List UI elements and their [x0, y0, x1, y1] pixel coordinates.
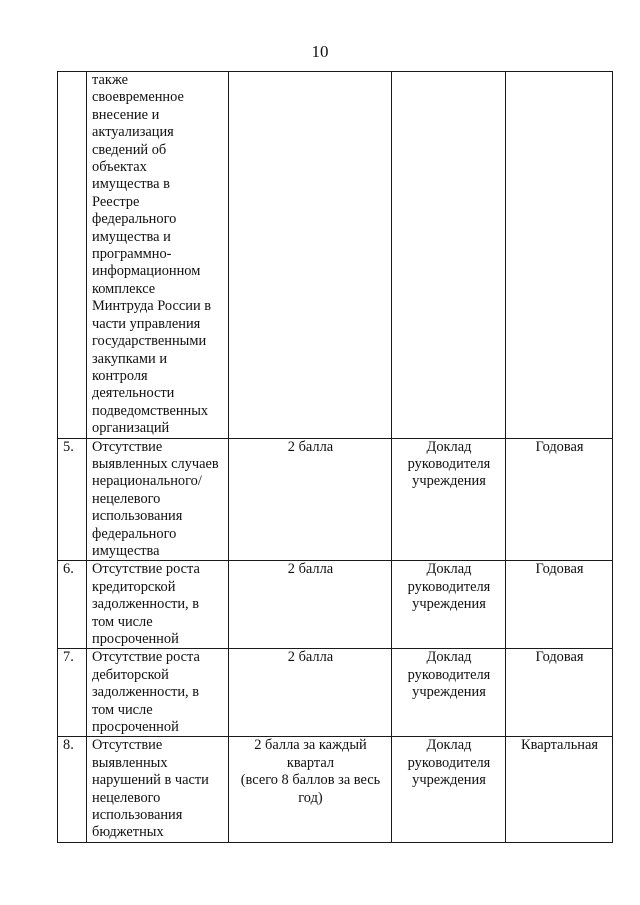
source-cell [392, 561, 506, 649]
criterion-text: также своевременное внесение и актуализация сведений об объектах имущества в Реестре федерального имущества и программно- информационном комплексе Минтруда России в части управления государственными закупками и контроля деятельности подведомственных организаций [92, 72, 212, 437]
score-text: 2 балла [287, 438, 334, 455]
score-text: 2 балла за каждый квартал (всего 8 баллов за весь год) [240, 737, 381, 806]
criterion-cell [87, 72, 229, 439]
table-row [58, 438, 613, 561]
criterion-text: Отсутствие роста кредиторской задолженности, в том числе просроченной [92, 561, 200, 647]
score-text: 2 балла [287, 649, 334, 666]
source-text: Доклад руководителя учреждения [407, 737, 491, 789]
table-row [58, 72, 613, 439]
table-row [58, 737, 613, 842]
criteria-table [57, 71, 613, 843]
source-cell [392, 438, 506, 561]
table-row [58, 561, 613, 649]
score-cell [229, 72, 392, 439]
score-cell [229, 737, 392, 842]
source-cell [392, 649, 506, 737]
row-number-cell [58, 72, 87, 439]
row-number: 5. [63, 438, 74, 455]
table-row [58, 649, 613, 737]
criterion-cell [87, 737, 229, 842]
score-cell [229, 438, 392, 561]
criterion-text: Отсутствие роста дебиторской задолженности, в том числе просроченной [92, 649, 200, 736]
source-text: Доклад руководителя учреждения [407, 561, 491, 613]
period-text: Годовая [535, 438, 584, 455]
source-cell [392, 737, 506, 842]
row-number-cell [58, 649, 87, 737]
period-cell [506, 649, 613, 737]
page-number: 10 [311, 42, 329, 61]
criterion-text: Отсутствие выявленных случаев нерационального/ нецелевого использования федерального имущества [92, 438, 219, 559]
source-cell [392, 72, 506, 439]
period-cell [506, 737, 613, 842]
period-cell [506, 72, 613, 439]
score-cell [229, 561, 392, 649]
row-number-cell [58, 438, 87, 561]
criterion-text: Отсутствие выявленных нарушений в части нецелевого использования бюджетных [92, 737, 209, 841]
source-text: Доклад руководителя учреждения [407, 438, 491, 490]
criterion-cell [87, 649, 229, 737]
score-text: 2 балла [287, 561, 334, 578]
row-number-cell [58, 737, 87, 842]
period-text: Годовая [535, 649, 584, 666]
row-number: 6. [63, 561, 74, 578]
period-text: Годовая [535, 561, 584, 578]
criterion-cell [87, 561, 229, 649]
row-number: 7. [63, 649, 74, 666]
period-cell [506, 438, 613, 561]
row-number-cell [58, 561, 87, 649]
source-text: Доклад руководителя учреждения [407, 649, 491, 701]
score-cell [229, 649, 392, 737]
criterion-cell [87, 438, 229, 561]
period-cell [506, 561, 613, 649]
period-text: Квартальная [520, 737, 599, 754]
row-number: 8. [63, 737, 74, 754]
